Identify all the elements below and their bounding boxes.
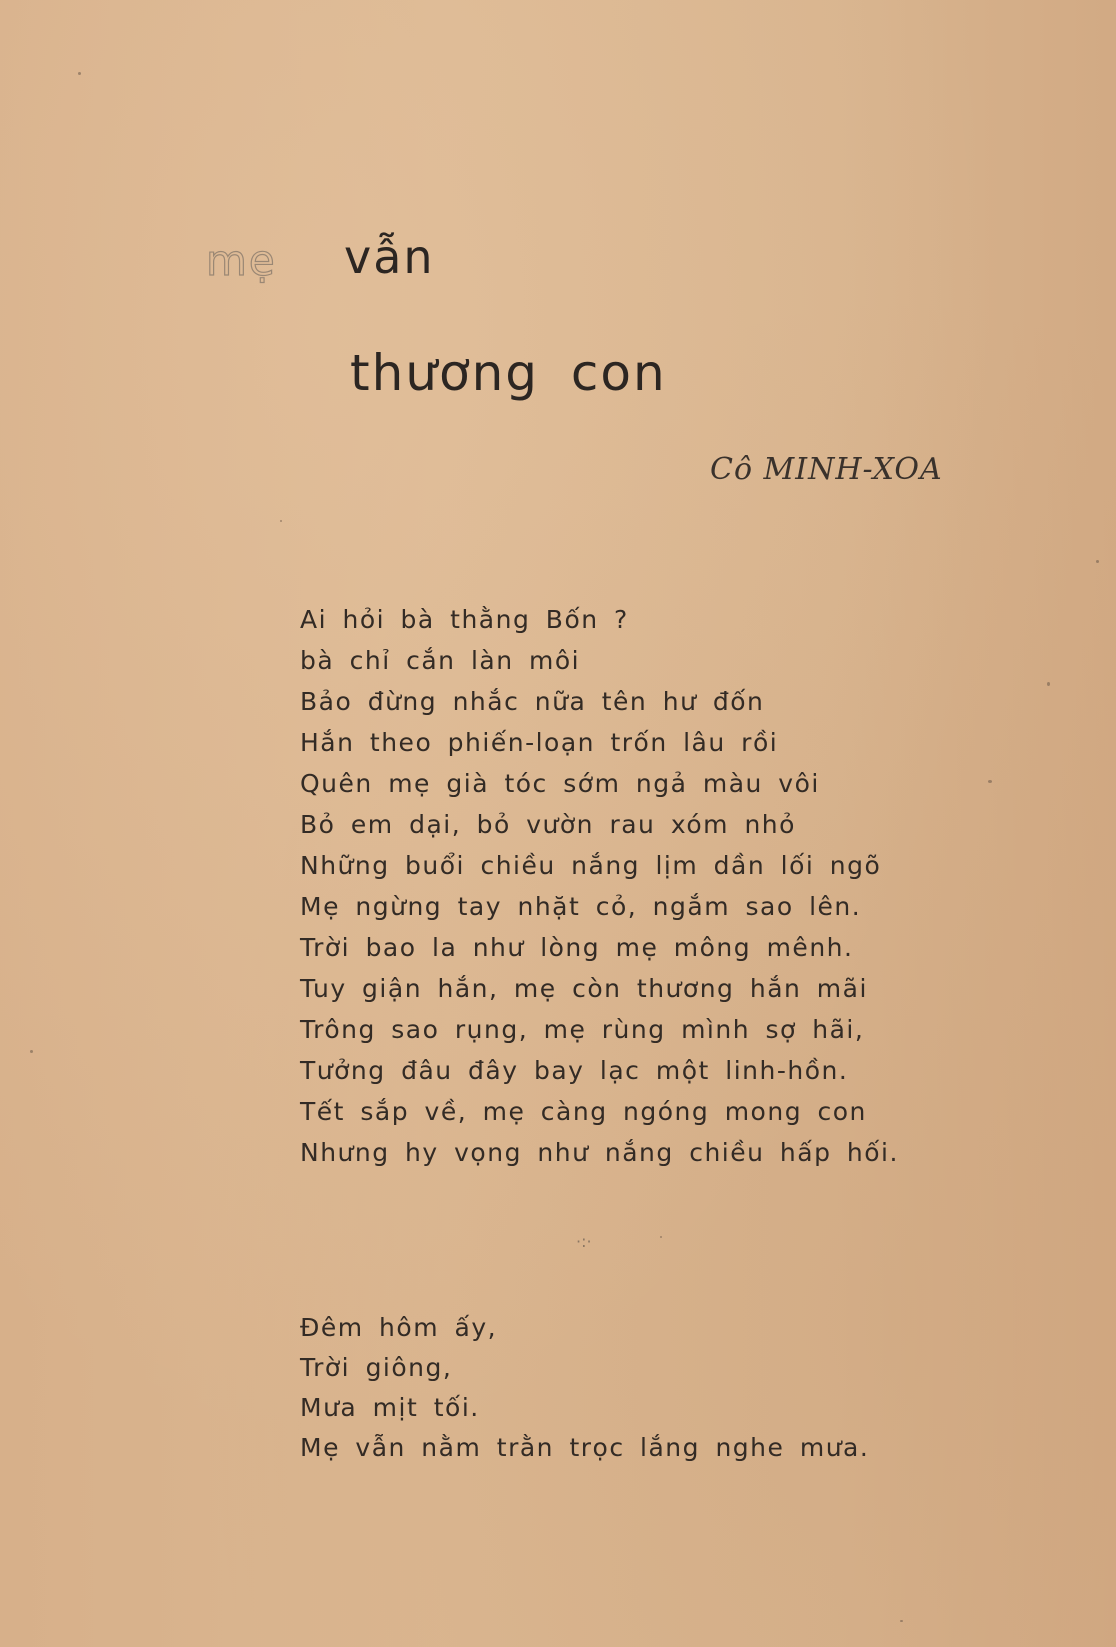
poem-line: Quên mẹ già tóc sớm ngả màu vôi <box>300 769 820 798</box>
poem-line: Những buổi chiều nắng lịm dần lối ngõ <box>300 851 882 880</box>
section-separator-mark: ·:· <box>576 1232 592 1251</box>
poem-line: bà chỉ cắn làn môi <box>300 646 581 675</box>
paper-speck <box>1047 682 1050 686</box>
title-line-thuong-con: thương con <box>350 344 667 402</box>
poem-line: Mẹ ngừng tay nhặt cỏ, ngắm sao lên. <box>300 892 862 921</box>
author-byline: Cô MINH-XOA <box>710 452 943 487</box>
poem-stanza-1 <box>300 599 899 1173</box>
paper-speck <box>280 520 282 522</box>
paper-speck <box>660 1236 662 1238</box>
poem-line: Mẹ vẫn nằm trằn trọc lắng nghe mưa. <box>300 1433 870 1462</box>
title-word-van: vẫn <box>344 230 435 284</box>
poem-stanza-2 <box>300 1308 869 1468</box>
poem-line: Trời bao la như lòng mẹ mông mênh. <box>300 933 854 962</box>
poem-line: Bỏ em dại, bỏ vườn rau xóm nhỏ <box>300 810 796 839</box>
poem-line: Bảo đừng nhắc nữa tên hư đốn <box>300 687 765 716</box>
title-faded-word: mẹ <box>206 236 277 285</box>
poem-line: Trông sao rụng, mẹ rùng mình sợ hãi, <box>300 1015 865 1044</box>
paper-speck <box>1096 560 1099 563</box>
poem-line: Hắn theo phiến-loạn trốn lâu rồi <box>300 728 779 757</box>
poem-line: Trời giông, <box>300 1353 453 1382</box>
paper-speck <box>30 1050 33 1053</box>
poem-line: Mưa mịt tối. <box>300 1393 480 1422</box>
poem-line: Ai hỏi bà thằng Bốn ? <box>300 605 629 634</box>
poem-line: Tết sắp về, mẹ càng ngóng mong con <box>300 1097 867 1126</box>
paper-speck <box>78 72 81 75</box>
poem-line: Đêm hôm ấy, <box>300 1313 498 1342</box>
paper-speck <box>988 780 992 783</box>
poem-line: Tuy giận hắn, mẹ còn thương hắn mãi <box>300 974 868 1003</box>
paper-speck <box>900 1620 903 1622</box>
poem-line: Nhưng hy vọng như nắng chiều hấp hối. <box>300 1138 899 1167</box>
poem-line: Tưởng đâu đây bay lạc một linh-hồn. <box>300 1056 849 1085</box>
